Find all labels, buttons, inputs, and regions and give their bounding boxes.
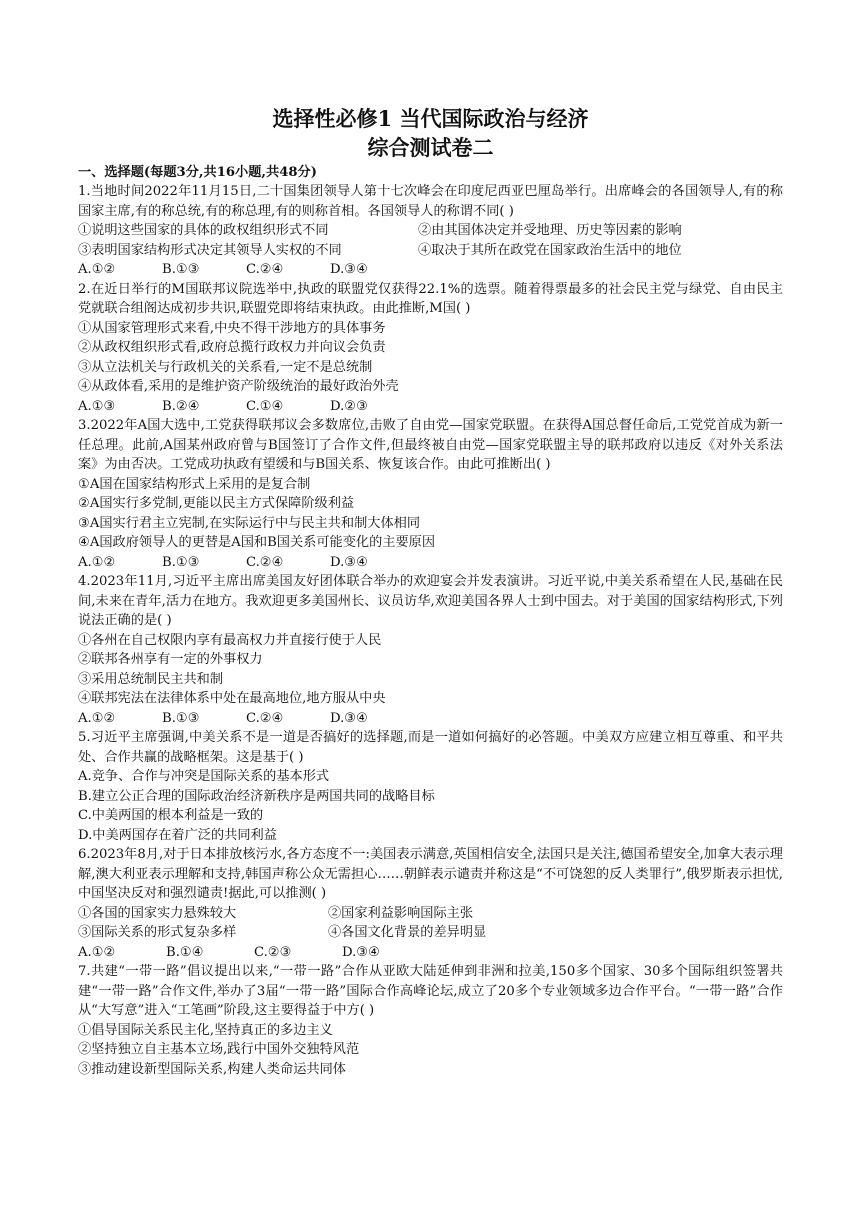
q3-choice-b: B.①③ (162, 554, 200, 570)
q2-choice-d: D.②③ (330, 398, 368, 414)
q5-option-d: D.中美两国存在着广泛的共同利益 (78, 827, 277, 843)
q3-choice-c: C.②④ (246, 554, 284, 570)
question-1-choices (78, 260, 783, 280)
q2-option-4: ④从政体看,采用的是维护资产阶级统治的最好政治外壳 (78, 379, 399, 394)
exam-page (78, 104, 783, 1079)
q3-choice-d: D.③④ (330, 554, 368, 570)
q6-option-4: ④各国文化背景的差异明显 (328, 925, 487, 940)
q7-option-3: ③推动建设新型国际关系,构建人类命运共同体 (78, 1061, 346, 1077)
q5-option-a: A.竞争、合作与冲突是国际关系的基本形式 (78, 769, 330, 784)
q1-choice-b: B.①③ (162, 262, 200, 277)
q1-option-3: ③表明国家结构形式决定其领导人实权的不同 (78, 242, 342, 258)
question-1-options-row-1 (78, 221, 783, 241)
q3-option-3: ③A国实行君主立宪制,在实际运行中与民主共和制大体相同 (78, 515, 421, 531)
exam-title-line2: 综合测试卷二 (367, 135, 494, 160)
q2-choice-a: A.①③ (78, 398, 116, 414)
q2-choice-b: B.②④ (162, 398, 200, 414)
q2-option-1: ①从国家管理形式来看,中央不得干涉地方的具体事务 (78, 320, 386, 336)
q7-option-1: ①倡导国际关系民主化,坚持真正的多边主义 (78, 1022, 333, 1038)
question-6-choices (78, 943, 783, 963)
question-5-stem: 5.习近平主席强调,中美关系不是一道是否搞好的选择题,而是一道如何搞好的必答题。中美双方应建立相互尊重、和平共处、合作共赢的战略框架。这是基于( ) (78, 730, 783, 765)
q4-choice-d: D.③④ (330, 710, 368, 726)
question-4-stem: 4.2023年11月,习近平主席出席美国友好团体联合举办的欢迎宴会并发表演讲。习近平说,中美关系希望在人民,基础在民间,未来在青年,活力在地方。我欢迎更多美国州长、议员访华,欢迎美国各界人士到中国去。对于美国的国家结构形式,下列说法正确的是( ) (78, 574, 783, 628)
question-6-options-row-1 (78, 904, 783, 924)
q6-choice-c: C.②③ (254, 944, 292, 960)
question-7 (78, 962, 783, 1079)
q3-option-2: ②A国实行多党制,更能以民主方式保障阶级利益 (78, 496, 355, 511)
q1-option-4: ④取决于其所在政党在国家政治生活中的地位 (418, 242, 682, 258)
q4-option-4: ④联邦宪法在法律体系中处在最高地位,地方服从中央 (78, 691, 386, 706)
q1-option-2: ②由其国体决定并受地理、历史等因素的影响 (418, 223, 682, 238)
q4-option-2: ②联邦各州享有一定的外事权力 (78, 652, 263, 667)
q4-choice-a: A.①② (78, 710, 116, 726)
q3-choice-a: A.①② (78, 554, 116, 570)
q6-option-1: ①各国的国家实力悬殊较大 (78, 905, 237, 921)
question-3 (78, 416, 783, 572)
question-5 (78, 728, 783, 845)
q2-choice-c: C.①④ (246, 398, 284, 414)
q1-choice-c: C.②④ (246, 262, 284, 277)
question-4-choices (78, 709, 783, 729)
question-3-stem: 3.2022年A国大选中,工党获得联邦议会多数席位,击败了自由党—国家党联盟。在获得A国总督任命后,工党党首成为新一任总理。此前,A国某州政府曾与B国签订了合作文件,但最终被自由党—国家党联盟主导的联邦政府以违反《对外关系法案》为由否决。工党成功执政有望缓和与B国关系、恢复该合作。由此可推断出( ) (78, 418, 783, 472)
q5-option-c: C.中美两国的根本利益是一致的 (78, 808, 264, 823)
q6-option-3: ③国际关系的形式复杂多样 (78, 925, 237, 940)
q4-choice-b: B.①③ (162, 710, 200, 726)
question-6-stem: 6.2023年8月,对于日本排放核污水,各方态度不一:美国表示满意,英国相信安全,法国只是关注,德国希望安全,加拿大表示理解,澳大利亚表示理解和支持,韩国声称公众无需担心……朝鲜表示谴责并称这是“不可饶恕的反人类罪行”,俄罗斯表示担忧,中国坚决反对和强烈谴责!据此,可以推测( ) (78, 847, 783, 901)
question-1 (78, 182, 783, 280)
q1-choice-d: D.③④ (330, 262, 368, 277)
question-1-stem: 1.当地时间2022年11月15日,二十国集团领导人第十七次峰会在印度尼西亚巴厘岛举行。出席峰会的各国领导人,有的称国家主席,有的称总统,有的称总理,有的则称首相。各国领导人的称谓不同( ) (78, 184, 783, 219)
q2-option-2: ②从政权组织形式看,政府总揽行政权力并向议会负责 (78, 340, 386, 355)
q5-option-b: B.建立公正合理的国际政治经济新秩序是两国共同的战略目标 (78, 788, 435, 804)
q4-choice-c: C.②④ (246, 710, 284, 726)
question-1-options-row-2 (78, 241, 783, 261)
q3-option-1: ①A国在国家结构形式上采用的是复合制 (78, 476, 311, 492)
question-6-options-row-2 (78, 923, 783, 943)
q1-choice-a: A.①② (78, 262, 116, 277)
q1-option-1: ①说明这些国家的具体的政权组织形式不同 (78, 223, 329, 238)
q6-choice-d: D.③④ (342, 944, 380, 960)
q4-option-1: ①各州在自己权限内享有最高权力并直接行使于人民 (78, 632, 382, 648)
exam-title-line1: 选择性必修1 当代国际政治与经济 (272, 106, 589, 131)
question-7-stem: 7.共建“一带一路”倡议提出以来,“一带一路”合作从亚欧大陆延伸到非洲和拉美,150多个国家、30多个国际组织签署共建“一带一路”合作文件,举办了3届“一带一路”国际合作高峰论坛,成立了20多个专业领域多边合作平台。“一带一路”合作从“大写意”进入“工笔画”阶段,这主要得益于中方( ) (78, 964, 783, 1018)
q2-option-3: ③从立法机关与行政机关的关系看,一定不是总统制 (78, 359, 373, 375)
q6-option-2: ②国家利益影响国际主张 (328, 905, 474, 921)
q3-option-4: ④A国政府领导人的更替是A国和B国关系可能变化的主要原因 (78, 535, 436, 550)
question-2-stem: 2.在近日举行的M国联邦议院选举中,执政的联盟党仅获得22.1%的选票。随着得票最多的社会民主党与绿党、自由民主党就联合组阁达成初步共识,联盟党即将结束执政。由此推断,M国( ) (78, 281, 783, 316)
q6-choice-a: A.①② (78, 944, 116, 960)
q6-choice-b: B.①④ (166, 944, 204, 960)
q7-option-2: ②坚持独立自主基本立场,践行中国外交独特风范 (78, 1042, 360, 1057)
section-heading: 一、选择题(每题3分,共16小题,共48分) (78, 165, 317, 180)
question-3-choices (78, 553, 783, 573)
q4-option-3: ③采用总统制民主共和制 (78, 671, 224, 687)
question-2 (78, 280, 783, 417)
question-6 (78, 845, 783, 962)
question-4 (78, 572, 783, 728)
question-2-choices (78, 397, 783, 417)
